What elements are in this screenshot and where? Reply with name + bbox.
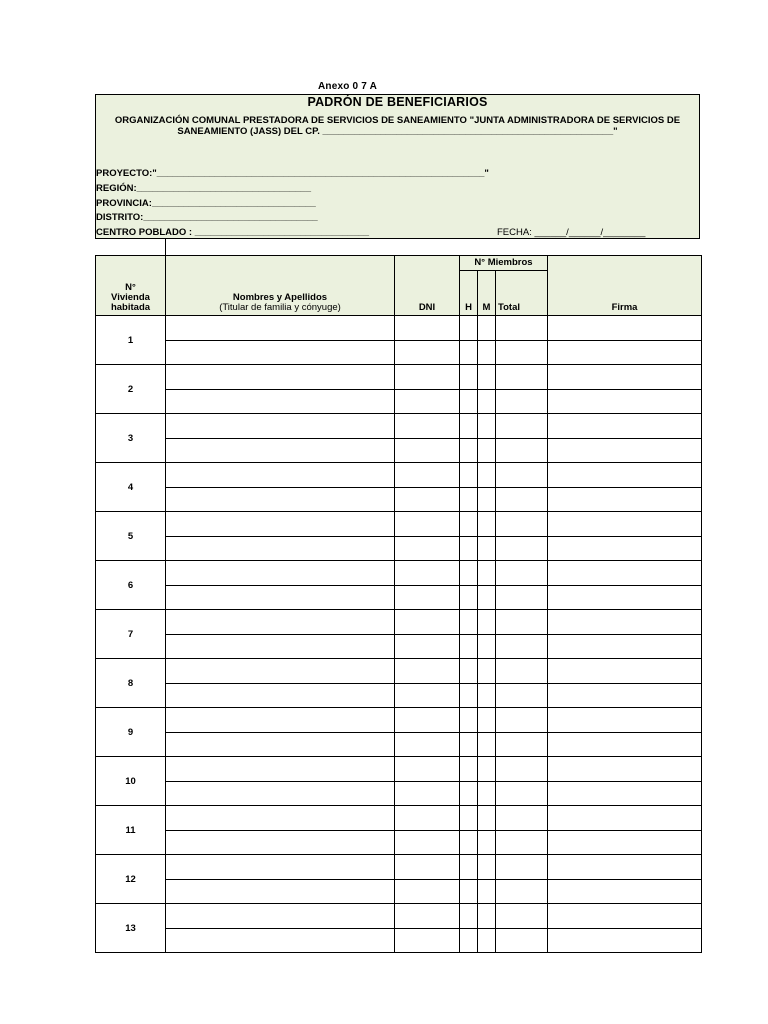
m-cell[interactable]	[478, 585, 496, 610]
total-cell[interactable]	[496, 512, 548, 537]
dni-cell[interactable]	[395, 904, 460, 929]
annex-label: Anexo 0 7 A	[318, 81, 378, 92]
name-cell[interactable]	[166, 340, 395, 365]
table-row	[96, 659, 702, 684]
firma-header: Firma	[548, 256, 702, 316]
name-cell[interactable]	[166, 536, 395, 561]
row-number: 9	[96, 708, 166, 757]
total-cell[interactable]	[496, 610, 548, 635]
distrito-field[interactable]: DISTRITO:_________________________________	[96, 212, 318, 223]
h-cell[interactable]	[460, 683, 478, 708]
organization-line: ORGANIZACIÓN COMUNAL PRESTADORA DE SERVICIOS DE SANEAMIENTO "JUNTA ADMINISTRADORA DE SERVICIOS DE SANEAMIENTO (JASS) DEL CP. _______________________________________________________"	[114, 115, 681, 137]
table-row	[96, 340, 702, 365]
h-cell[interactable]	[460, 316, 478, 341]
dni-cell[interactable]	[395, 438, 460, 463]
dni-cell[interactable]	[395, 561, 460, 586]
dni-cell[interactable]	[395, 928, 460, 953]
m-cell[interactable]	[478, 855, 496, 880]
h-cell[interactable]	[460, 389, 478, 414]
total-cell[interactable]	[496, 365, 548, 390]
signature-cell[interactable]	[548, 855, 702, 880]
dni-cell[interactable]	[395, 487, 460, 512]
table-row	[96, 536, 702, 561]
total-header: Total	[496, 271, 548, 316]
dni-cell[interactable]	[395, 855, 460, 880]
table-row	[96, 879, 702, 904]
total-cell[interactable]	[496, 708, 548, 733]
m-cell[interactable]	[478, 928, 496, 953]
m-cell[interactable]	[478, 414, 496, 439]
dni-cell[interactable]	[395, 806, 460, 831]
total-cell[interactable]	[496, 536, 548, 561]
name-cell[interactable]	[166, 438, 395, 463]
dni-cell[interactable]	[395, 365, 460, 390]
total-cell[interactable]	[496, 487, 548, 512]
nombres-header	[166, 256, 395, 316]
dni-cell[interactable]	[395, 340, 460, 365]
table-row	[96, 389, 702, 414]
signature-cell[interactable]	[548, 659, 702, 684]
name-cell[interactable]	[166, 855, 395, 880]
table-row	[96, 561, 702, 586]
row-number: 12	[96, 855, 166, 904]
m-cell[interactable]	[478, 365, 496, 390]
total-cell[interactable]	[496, 316, 548, 341]
total-cell[interactable]	[496, 438, 548, 463]
name-cell[interactable]	[166, 904, 395, 929]
signature-cell[interactable]	[548, 512, 702, 537]
h-cell[interactable]	[460, 781, 478, 806]
m-cell[interactable]	[478, 659, 496, 684]
name-cell[interactable]	[166, 414, 395, 439]
dni-cell[interactable]	[395, 757, 460, 782]
name-cell[interactable]	[166, 781, 395, 806]
table-row	[96, 708, 702, 733]
m-cell[interactable]	[478, 512, 496, 537]
dni-cell[interactable]	[395, 585, 460, 610]
total-cell[interactable]	[496, 389, 548, 414]
row-number: 2	[96, 365, 166, 414]
total-cell[interactable]	[496, 879, 548, 904]
signature-cell[interactable]	[548, 316, 702, 341]
m-cell[interactable]	[478, 683, 496, 708]
signature-cell[interactable]	[548, 389, 702, 414]
total-cell[interactable]	[496, 340, 548, 365]
name-cell[interactable]	[166, 732, 395, 757]
h-cell[interactable]	[460, 855, 478, 880]
connector-line	[165, 239, 166, 255]
table-row	[96, 610, 702, 635]
signature-cell[interactable]	[548, 904, 702, 929]
beneficiaries-table	[95, 255, 702, 953]
row-number: 5	[96, 512, 166, 561]
name-cell[interactable]	[166, 585, 395, 610]
h-cell[interactable]	[460, 340, 478, 365]
h-cell[interactable]	[460, 610, 478, 635]
dni-cell[interactable]	[395, 659, 460, 684]
dni-cell[interactable]	[395, 634, 460, 659]
signature-cell[interactable]	[548, 683, 702, 708]
h-cell[interactable]	[460, 487, 478, 512]
name-cell[interactable]	[166, 708, 395, 733]
name-cell[interactable]	[166, 806, 395, 831]
table-row	[96, 585, 702, 610]
row-number: 3	[96, 414, 166, 463]
table-row	[96, 757, 702, 782]
table-row	[96, 683, 702, 708]
dni-cell[interactable]	[395, 389, 460, 414]
signature-cell[interactable]	[548, 414, 702, 439]
dni-cell[interactable]	[395, 879, 460, 904]
signature-cell[interactable]	[548, 806, 702, 831]
total-cell[interactable]	[496, 414, 548, 439]
nombres-header-line: Nombres y Apellidos	[232, 292, 328, 303]
dni-cell[interactable]	[395, 781, 460, 806]
total-cell[interactable]	[496, 732, 548, 757]
total-cell[interactable]	[496, 904, 548, 929]
dni-cell[interactable]	[395, 463, 460, 488]
m-cell[interactable]	[478, 340, 496, 365]
name-cell[interactable]	[166, 757, 395, 782]
total-cell[interactable]	[496, 659, 548, 684]
fecha-field[interactable]: FECHA: ______/______/________	[497, 227, 646, 238]
nombres-header-line: (Titular de familia y cónyuge)	[219, 302, 341, 313]
signature-cell[interactable]	[548, 340, 702, 365]
signature-cell[interactable]	[548, 928, 702, 953]
name-cell[interactable]	[166, 683, 395, 708]
h-cell[interactable]	[460, 561, 478, 586]
h-cell[interactable]	[460, 879, 478, 904]
m-cell[interactable]	[478, 830, 496, 855]
m-cell[interactable]	[478, 806, 496, 831]
signature-cell[interactable]	[548, 830, 702, 855]
dni-cell[interactable]	[395, 683, 460, 708]
signature-cell[interactable]	[548, 438, 702, 463]
table-row	[96, 487, 702, 512]
table-row	[96, 438, 702, 463]
name-cell[interactable]	[166, 512, 395, 537]
m-cell[interactable]	[478, 708, 496, 733]
region-field[interactable]: REGIÓN:_________________________________	[96, 183, 311, 194]
table-row	[96, 806, 702, 831]
m-cell[interactable]	[478, 904, 496, 929]
m-cell[interactable]	[478, 561, 496, 586]
h-cell[interactable]	[460, 732, 478, 757]
signature-cell[interactable]	[548, 781, 702, 806]
m-header: M	[478, 271, 496, 316]
table-row	[96, 732, 702, 757]
total-cell[interactable]	[496, 634, 548, 659]
total-cell[interactable]	[496, 585, 548, 610]
dni-cell[interactable]	[395, 414, 460, 439]
m-cell[interactable]	[478, 879, 496, 904]
h-cell[interactable]	[460, 536, 478, 561]
h-cell[interactable]	[460, 634, 478, 659]
total-cell[interactable]	[496, 561, 548, 586]
h-cell[interactable]	[460, 708, 478, 733]
m-cell[interactable]	[478, 487, 496, 512]
row-number: 7	[96, 610, 166, 659]
header-panel	[95, 94, 700, 239]
dni-cell[interactable]	[395, 512, 460, 537]
table-row	[96, 928, 702, 953]
h-cell[interactable]	[460, 414, 478, 439]
page-title: PADRÓN DE BENEFICIARIOS	[307, 95, 488, 109]
total-cell[interactable]	[496, 830, 548, 855]
table-row	[96, 904, 702, 929]
signature-cell[interactable]	[548, 585, 702, 610]
total-cell[interactable]	[496, 757, 548, 782]
vivienda-header-line: Vivienda	[111, 292, 150, 303]
table-body	[96, 316, 702, 953]
table-row	[96, 463, 702, 488]
total-cell[interactable]	[496, 806, 548, 831]
miembros-header: N° Miembros	[460, 256, 548, 271]
total-cell[interactable]	[496, 683, 548, 708]
signature-cell[interactable]	[548, 757, 702, 782]
table-row	[96, 365, 702, 390]
h-cell[interactable]	[460, 365, 478, 390]
table-row	[96, 414, 702, 439]
total-cell[interactable]	[496, 928, 548, 953]
row-number: 6	[96, 561, 166, 610]
dni-cell[interactable]	[395, 708, 460, 733]
m-cell[interactable]	[478, 536, 496, 561]
provincia-field[interactable]: PROVINCIA:_______________________________	[96, 198, 316, 209]
row-number: 10	[96, 757, 166, 806]
table-row	[96, 316, 702, 341]
vivienda-header-line: N°	[125, 282, 136, 293]
h-cell[interactable]	[460, 512, 478, 537]
signature-cell[interactable]	[548, 487, 702, 512]
h-cell[interactable]	[460, 659, 478, 684]
table-row	[96, 855, 702, 880]
total-cell[interactable]	[496, 463, 548, 488]
m-cell[interactable]	[478, 634, 496, 659]
vivienda-header-line: habitada	[110, 302, 151, 313]
m-cell[interactable]	[478, 757, 496, 782]
m-cell[interactable]	[478, 316, 496, 341]
row-number: 4	[96, 463, 166, 512]
signature-cell[interactable]	[548, 561, 702, 586]
name-cell[interactable]	[166, 389, 395, 414]
name-cell[interactable]	[166, 879, 395, 904]
signature-cell[interactable]	[548, 365, 702, 390]
name-cell[interactable]	[166, 830, 395, 855]
m-cell[interactable]	[478, 389, 496, 414]
h-cell[interactable]	[460, 585, 478, 610]
h-cell[interactable]	[460, 463, 478, 488]
name-cell[interactable]	[166, 463, 395, 488]
row-number: 1	[96, 316, 166, 365]
m-cell[interactable]	[478, 732, 496, 757]
table-row	[96, 634, 702, 659]
row-number: 11	[96, 806, 166, 855]
centro-poblado-field[interactable]: CENTRO POBLADO : _________________________________	[96, 227, 370, 238]
name-cell[interactable]	[166, 928, 395, 953]
name-cell[interactable]	[166, 487, 395, 512]
dni-cell[interactable]	[395, 610, 460, 635]
total-cell[interactable]	[496, 781, 548, 806]
h-cell[interactable]	[460, 438, 478, 463]
signature-cell[interactable]	[548, 536, 702, 561]
dni-header: DNI	[395, 256, 460, 316]
m-cell[interactable]	[478, 781, 496, 806]
m-cell[interactable]	[478, 463, 496, 488]
h-cell[interactable]	[460, 904, 478, 929]
dni-cell[interactable]	[395, 830, 460, 855]
m-cell[interactable]	[478, 438, 496, 463]
name-cell[interactable]	[166, 316, 395, 341]
h-header: H	[460, 271, 478, 316]
signature-cell[interactable]	[548, 634, 702, 659]
signature-cell[interactable]	[548, 463, 702, 488]
dni-cell[interactable]	[395, 316, 460, 341]
h-cell[interactable]	[460, 928, 478, 953]
row-number: 8	[96, 659, 166, 708]
h-cell[interactable]	[460, 806, 478, 831]
vivienda-header	[96, 256, 166, 316]
h-cell[interactable]	[460, 757, 478, 782]
row-number: 13	[96, 904, 166, 953]
name-cell[interactable]	[166, 365, 395, 390]
signature-cell[interactable]	[548, 610, 702, 635]
h-cell[interactable]	[460, 830, 478, 855]
name-cell[interactable]	[166, 634, 395, 659]
signature-cell[interactable]	[548, 879, 702, 904]
table-row	[96, 512, 702, 537]
table-row	[96, 830, 702, 855]
name-cell[interactable]	[166, 610, 395, 635]
m-cell[interactable]	[478, 610, 496, 635]
signature-cell[interactable]	[548, 708, 702, 733]
name-cell[interactable]	[166, 659, 395, 684]
total-cell[interactable]	[496, 855, 548, 880]
signature-cell[interactable]	[548, 732, 702, 757]
table-row	[96, 781, 702, 806]
dni-cell[interactable]	[395, 536, 460, 561]
dni-cell[interactable]	[395, 732, 460, 757]
proyecto-field[interactable]: PROYECTO:"______________________________________________________________"	[96, 168, 489, 179]
name-cell[interactable]	[166, 561, 395, 586]
